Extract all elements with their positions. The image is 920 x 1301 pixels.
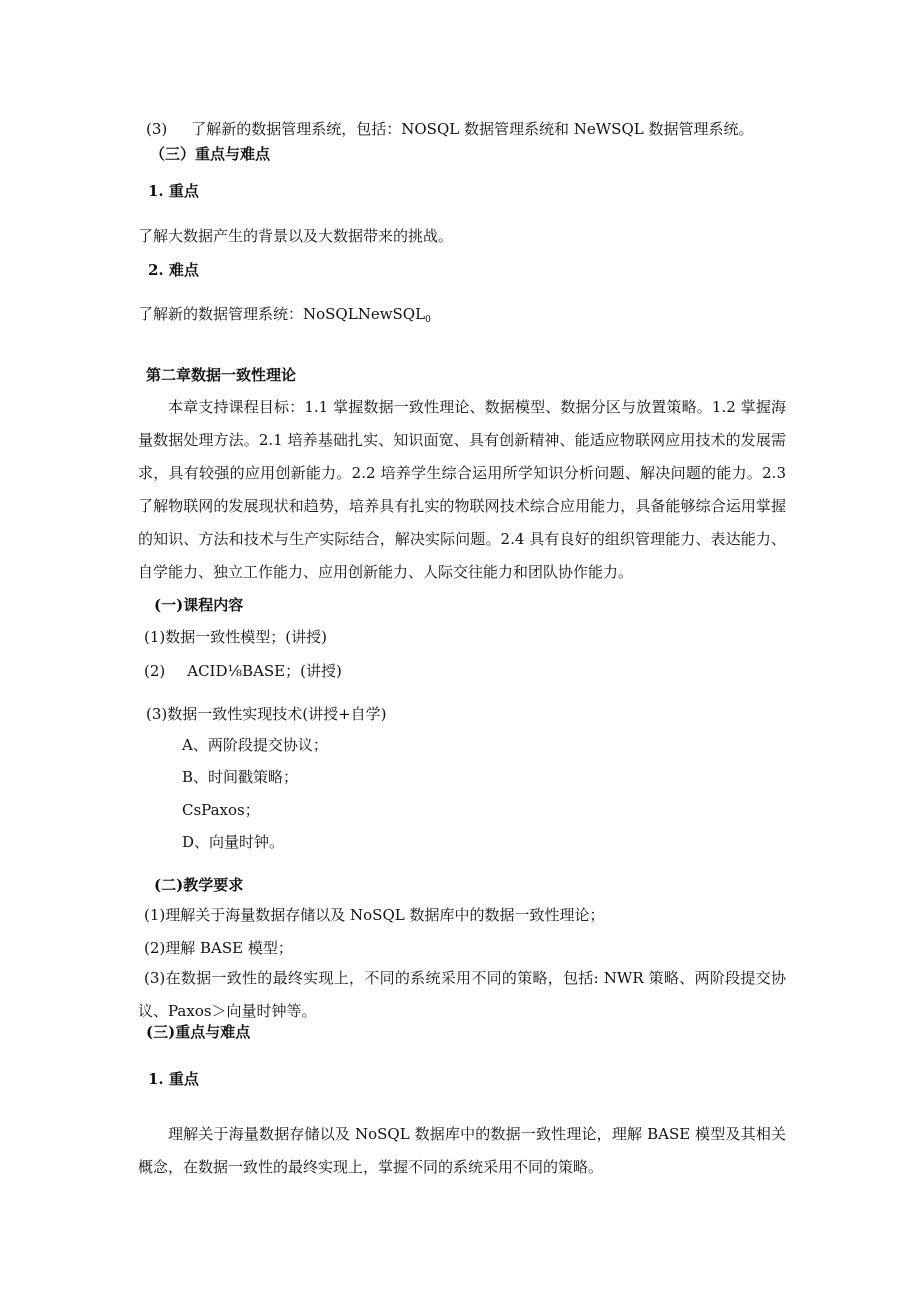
subheading-difficulty: 2. 难点 <box>148 261 199 279</box>
requirement-item-1: (1)理解关于海量数据存储以及 NoSQL 数据库中的数据一致性理论； <box>144 906 605 924</box>
section-heading-key-points-2: (三)重点与难点 <box>146 1023 251 1041</box>
requirement-item-2: (2)理解 BASE 模型； <box>144 939 293 957</box>
subheading-key-point: 1. 重点 <box>148 182 199 200</box>
subheading-key-point-2: 1. 重点 <box>148 1070 199 1088</box>
requirement-item-3: (3)在数据一致性的最终实现上，不同的系统采用不同的策略，包括: NWR 策略、两阶段提交协议、Paxos＞向量时钟等。 <box>138 969 786 1020</box>
key-point-paragraph-2: 理解关于海量数据存储以及 NoSQL 数据库中的数据一致性理论，理解 BASE 模型及其相关概念，在数据一致性的最终实现上，掌握不同的系统采用不同的策略。 <box>138 1125 786 1176</box>
sub-item-d: D、向量时钟。 <box>182 833 285 851</box>
difficulty-text: 了解新的数据管理系统：NoSQLNewSQL$_0$ <box>138 305 431 325</box>
content-item-1: (1)数据一致性模型；(讲授) <box>144 628 327 646</box>
sub-item-c: CsPaxos； <box>182 801 260 819</box>
chapter-objectives-paragraph: 本章支持课程目标：1.1 掌握数据一致性理论、数据模型、数据分区与放置策略。1.2 掌握海量数据处理方法。2.1 培养基础扎实、知识面宽、具有创新精神、能适应物联网应用技术的发展需求，具有较强的应用创新能力。2.2 培养学生综合运用所学知识分析问题、解决问题的能力。2.3 了解物联网的发展现状和趋势，培养具有扎实的物联网技术综合应用能力，具备能够综合运用掌握的知识、方法和技术与生产实际结合，解决实际问题。2.4 具有良好的组织管理能力、表达能力、自学能力、独立工作能力、应用创新能力、人际交往能力和团队协作能力。 <box>138 398 786 581</box>
content-item-3: (3)数据一致性实现技术(讲授+自学) <box>146 705 387 723</box>
sub-item-b: B、时间戳策略； <box>182 768 299 786</box>
sub-item-a: A、两阶段提交协议； <box>182 736 328 754</box>
chapter-title: 第二章数据一致性理论 <box>146 366 297 384</box>
section-heading-requirements: (二)教学要求 <box>154 876 244 894</box>
content-item-2: (2) ACID⅛BASE；(讲授) <box>144 662 342 680</box>
section-heading-content: (一)课程内容 <box>154 596 244 614</box>
section-heading-key-points: （三）重点与难点 <box>150 145 271 163</box>
objective-item-3: (3) 了解新的数据管理系统，包括：NOSQL 数据管理系统和 NeWSQL 数据管理系统。 <box>146 120 754 138</box>
key-point-text: 了解大数据产生的背景以及大数据带来的挑战。 <box>138 227 454 245</box>
